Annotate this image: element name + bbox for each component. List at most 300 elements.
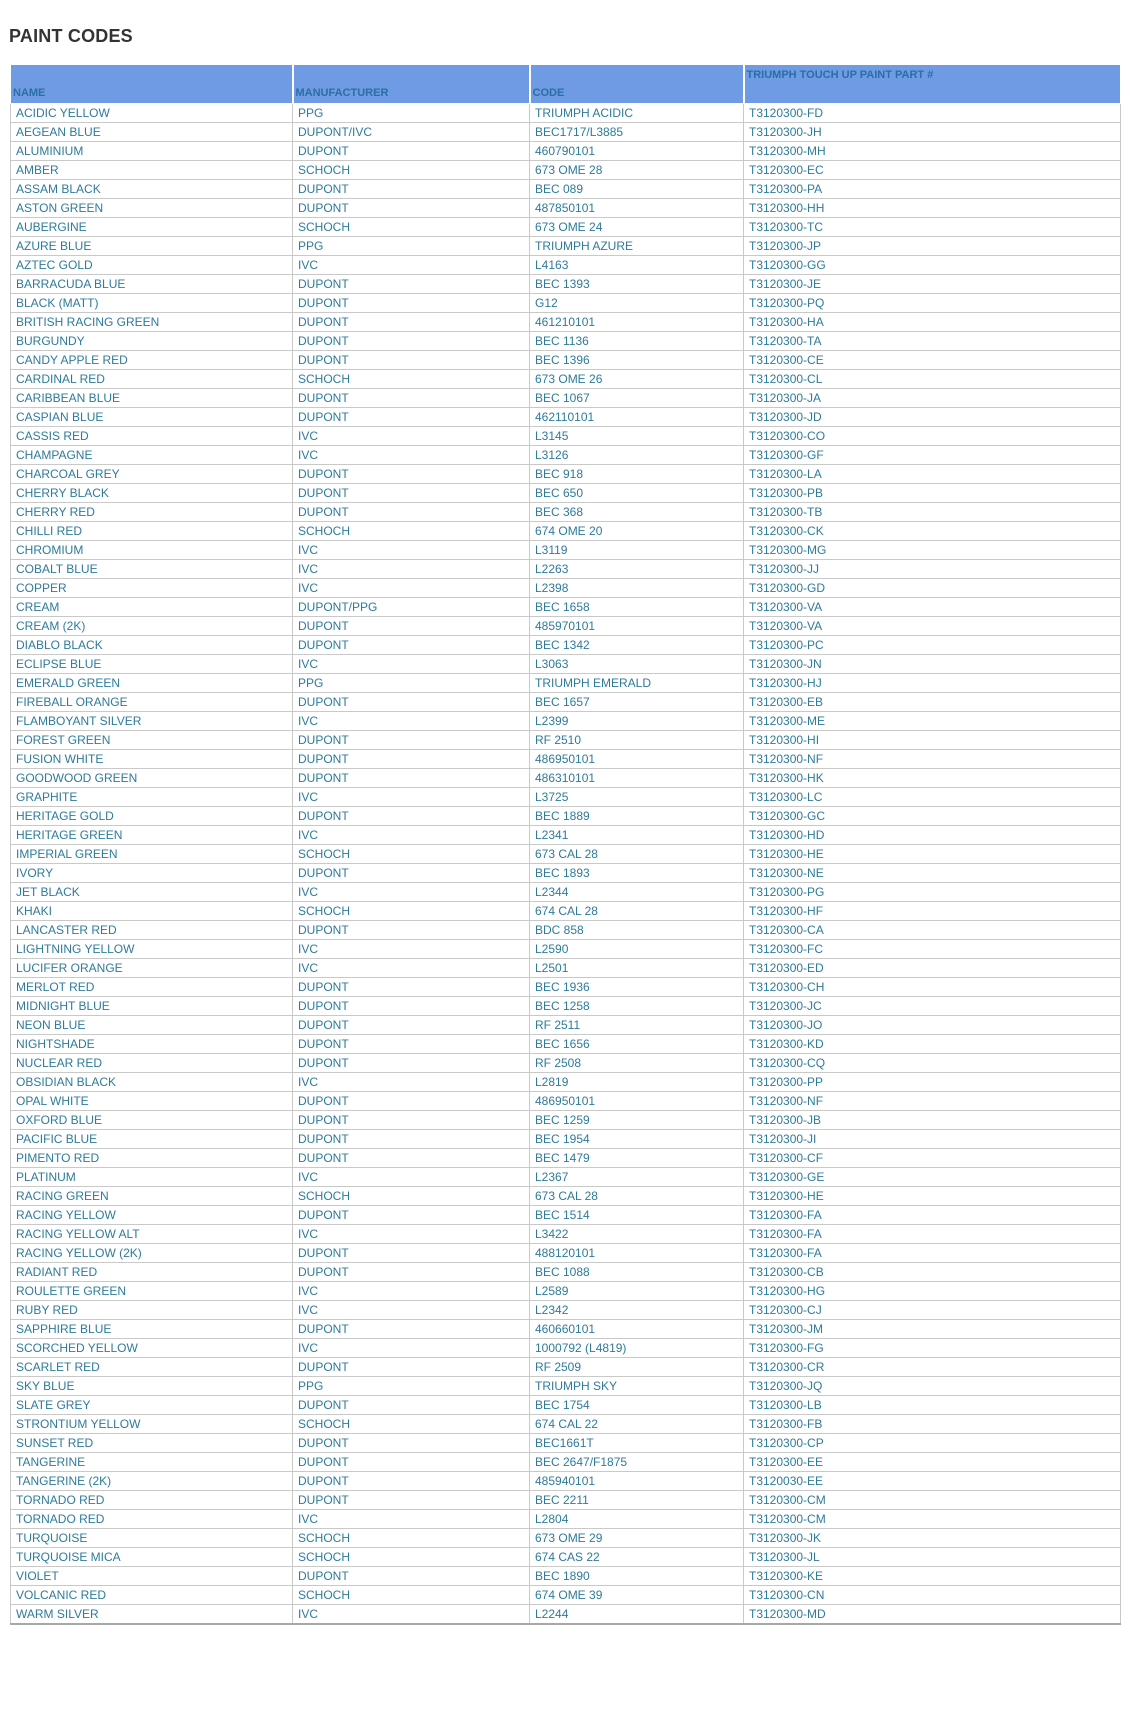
cell-manufacturer: SCHOCH	[293, 1548, 530, 1567]
cell-code: L2501	[530, 959, 744, 978]
cell-code: L2589	[530, 1282, 744, 1301]
table-row	[11, 370, 1121, 389]
cell-manufacturer: DUPONT	[293, 1111, 530, 1130]
cell-name: TORNADO RED	[11, 1491, 293, 1510]
cell-code: 673 OME 24	[530, 218, 744, 237]
cell-part-number: T3120300-LC	[744, 788, 1121, 807]
table-row	[11, 1529, 1121, 1548]
cell-manufacturer: DUPONT	[293, 313, 530, 332]
cell-manufacturer: DUPONT	[293, 503, 530, 522]
table-row	[11, 1073, 1121, 1092]
cell-code: RF 2508	[530, 1054, 744, 1073]
cell-name: OXFORD BLUE	[11, 1111, 293, 1130]
cell-name: BLACK (MATT)	[11, 294, 293, 313]
cell-name: TANGERINE	[11, 1453, 293, 1472]
cell-name: SKY BLUE	[11, 1377, 293, 1396]
cell-code: RF 2510	[530, 731, 744, 750]
cell-manufacturer: DUPONT	[293, 408, 530, 427]
table-row	[11, 1111, 1121, 1130]
cell-name: ASSAM BLACK	[11, 180, 293, 199]
cell-name: TORNADO RED	[11, 1510, 293, 1529]
cell-part-number: T3120300-FA	[744, 1225, 1121, 1244]
cell-manufacturer: SCHOCH	[293, 902, 530, 921]
cell-code: L2341	[530, 826, 744, 845]
table-row	[11, 1016, 1121, 1035]
cell-name: NEON BLUE	[11, 1016, 293, 1035]
table-row	[11, 408, 1121, 427]
table-row	[11, 921, 1121, 940]
cell-code: L2263	[530, 560, 744, 579]
cell-part-number: T3120300-TC	[744, 218, 1121, 237]
cell-code: BEC 1088	[530, 1263, 744, 1282]
table-row	[11, 636, 1121, 655]
cell-code: BDC 858	[530, 921, 744, 940]
cell-part-number: T3120300-CJ	[744, 1301, 1121, 1320]
cell-manufacturer: DUPONT	[293, 351, 530, 370]
cell-code: BEC 1889	[530, 807, 744, 826]
cell-manufacturer: DUPONT	[293, 465, 530, 484]
cell-manufacturer: DUPONT	[293, 1206, 530, 1225]
cell-part-number: T3120300-HA	[744, 313, 1121, 332]
cell-part-number: T3120300-JM	[744, 1320, 1121, 1339]
cell-manufacturer: DUPONT	[293, 1453, 530, 1472]
cell-name: AZTEC GOLD	[11, 256, 293, 275]
cell-manufacturer: IVC	[293, 1339, 530, 1358]
cell-manufacturer: IVC	[293, 1225, 530, 1244]
cell-name: PACIFIC BLUE	[11, 1130, 293, 1149]
cell-name: CANDY APPLE RED	[11, 351, 293, 370]
table-row	[11, 1168, 1121, 1187]
cell-code: BEC 1754	[530, 1396, 744, 1415]
cell-part-number: T3120300-PC	[744, 636, 1121, 655]
cell-name: VOLCANIC RED	[11, 1586, 293, 1605]
cell-name: MIDNIGHT BLUE	[11, 997, 293, 1016]
cell-manufacturer: IVC	[293, 1168, 530, 1187]
cell-manufacturer: DUPONT/IVC	[293, 123, 530, 142]
cell-manufacturer: SCHOCH	[293, 218, 530, 237]
cell-manufacturer: DUPONT	[293, 1035, 530, 1054]
cell-code: 674 CAL 22	[530, 1415, 744, 1434]
cell-name: LUCIFER ORANGE	[11, 959, 293, 978]
cell-manufacturer: DUPONT	[293, 636, 530, 655]
cell-name: SCARLET RED	[11, 1358, 293, 1377]
cell-part-number: T3120300-JN	[744, 655, 1121, 674]
cell-part-number: T3120300-EC	[744, 161, 1121, 180]
cell-part-number: T3120300-CK	[744, 522, 1121, 541]
cell-part-number: T3120300-JB	[744, 1111, 1121, 1130]
cell-manufacturer: IVC	[293, 256, 530, 275]
table-row	[11, 940, 1121, 959]
cell-manufacturer: IVC	[293, 712, 530, 731]
table-row	[11, 712, 1121, 731]
cell-code: 460790101	[530, 142, 744, 161]
cell-name: CREAM (2K)	[11, 617, 293, 636]
cell-code: BEC 1258	[530, 997, 744, 1016]
cell-part-number: T3120300-ED	[744, 959, 1121, 978]
cell-code: L3725	[530, 788, 744, 807]
table-row	[11, 313, 1121, 332]
cell-name: COPPER	[11, 579, 293, 598]
cell-code: L4163	[530, 256, 744, 275]
cell-code: 485970101	[530, 617, 744, 636]
cell-code: BEC 2211	[530, 1491, 744, 1510]
cell-manufacturer: DUPONT	[293, 1434, 530, 1453]
cell-part-number: T3120300-LA	[744, 465, 1121, 484]
cell-manufacturer: DUPONT	[293, 1320, 530, 1339]
cell-part-number: T3120300-JP	[744, 237, 1121, 256]
cell-manufacturer: DUPONT	[293, 997, 530, 1016]
cell-name: WARM SILVER	[11, 1605, 293, 1625]
table-row	[11, 1567, 1121, 1586]
cell-manufacturer: IVC	[293, 427, 530, 446]
cell-name: CREAM	[11, 598, 293, 617]
cell-part-number: T3120300-HG	[744, 1282, 1121, 1301]
cell-part-number: T3120300-NF	[744, 1092, 1121, 1111]
cell-name: AUBERGINE	[11, 218, 293, 237]
table-row	[11, 864, 1121, 883]
cell-code: TRIUMPH SKY	[530, 1377, 744, 1396]
cell-manufacturer: IVC	[293, 541, 530, 560]
cell-name: FUSION WHITE	[11, 750, 293, 769]
cell-name: CASSIS RED	[11, 427, 293, 446]
cell-part-number: T3120300-GG	[744, 256, 1121, 275]
cell-code: BEC 1136	[530, 332, 744, 351]
cell-part-number: T3120300-VA	[744, 617, 1121, 636]
table-row	[11, 294, 1121, 313]
cell-manufacturer: DUPONT	[293, 1263, 530, 1282]
cell-name: ECLIPSE BLUE	[11, 655, 293, 674]
cell-manufacturer: DUPONT	[293, 332, 530, 351]
cell-code: L2804	[530, 1510, 744, 1529]
cell-part-number: T3120300-CH	[744, 978, 1121, 997]
table-row	[11, 655, 1121, 674]
cell-code: BEC 1479	[530, 1149, 744, 1168]
cell-code: L3063	[530, 655, 744, 674]
cell-code: G12	[530, 294, 744, 313]
cell-code: BEC 918	[530, 465, 744, 484]
cell-part-number: T3120300-JD	[744, 408, 1121, 427]
table-row	[11, 826, 1121, 845]
cell-manufacturer: IVC	[293, 655, 530, 674]
table-row	[11, 1358, 1121, 1377]
cell-name: CARDINAL RED	[11, 370, 293, 389]
cell-manufacturer: IVC	[293, 788, 530, 807]
table-row	[11, 465, 1121, 484]
cell-manufacturer: DUPONT	[293, 1396, 530, 1415]
cell-manufacturer: DUPONT	[293, 1491, 530, 1510]
cell-code: BEC 1656	[530, 1035, 744, 1054]
cell-manufacturer: DUPONT	[293, 731, 530, 750]
column-header-part-number: TRIUMPH TOUCH UP PAINT PART #	[744, 65, 1121, 104]
cell-manufacturer: IVC	[293, 1282, 530, 1301]
cell-code: 462110101	[530, 408, 744, 427]
cell-code: BEC 1259	[530, 1111, 744, 1130]
cell-manufacturer: IVC	[293, 446, 530, 465]
table-row	[11, 351, 1121, 370]
cell-manufacturer: IVC	[293, 959, 530, 978]
cell-part-number: T3120300-PG	[744, 883, 1121, 902]
cell-name: LANCASTER RED	[11, 921, 293, 940]
cell-code: BEC 368	[530, 503, 744, 522]
cell-name: CASPIAN BLUE	[11, 408, 293, 427]
cell-code: 673 OME 26	[530, 370, 744, 389]
cell-name: OBSIDIAN BLACK	[11, 1073, 293, 1092]
cell-name: TURQUOISE MICA	[11, 1548, 293, 1567]
cell-name: IVORY	[11, 864, 293, 883]
table-row	[11, 199, 1121, 218]
cell-part-number: T3120300-HE	[744, 845, 1121, 864]
cell-name: PLATINUM	[11, 1168, 293, 1187]
cell-part-number: T3120300-EB	[744, 693, 1121, 712]
cell-name: FOREST GREEN	[11, 731, 293, 750]
cell-manufacturer: DUPONT	[293, 1016, 530, 1035]
cell-name: VIOLET	[11, 1567, 293, 1586]
table-row	[11, 503, 1121, 522]
cell-part-number: T3120300-CB	[744, 1263, 1121, 1282]
table-row	[11, 1605, 1121, 1625]
table-row	[11, 256, 1121, 275]
table-row	[11, 1396, 1121, 1415]
cell-manufacturer: IVC	[293, 883, 530, 902]
cell-code: L2367	[530, 1168, 744, 1187]
table-row	[11, 1092, 1121, 1111]
cell-code: BEC 1657	[530, 693, 744, 712]
cell-code: BEC 089	[530, 180, 744, 199]
table-row	[11, 1339, 1121, 1358]
table-row	[11, 180, 1121, 199]
cell-name: CHARCOAL GREY	[11, 465, 293, 484]
cell-name: FIREBALL ORANGE	[11, 693, 293, 712]
table-row	[11, 123, 1121, 142]
cell-name: ALUMINIUM	[11, 142, 293, 161]
cell-name: NIGHTSHADE	[11, 1035, 293, 1054]
cell-part-number: T3120300-GF	[744, 446, 1121, 465]
cell-name: FLAMBOYANT SILVER	[11, 712, 293, 731]
table-row	[11, 332, 1121, 351]
cell-manufacturer: DUPONT	[293, 921, 530, 940]
cell-part-number: T3120300-TB	[744, 503, 1121, 522]
table-row	[11, 769, 1121, 788]
table-row	[11, 978, 1121, 997]
cell-code: RF 2511	[530, 1016, 744, 1035]
table-row	[11, 674, 1121, 693]
table-row	[11, 389, 1121, 408]
cell-code: BEC 1514	[530, 1206, 744, 1225]
table-row	[11, 997, 1121, 1016]
cell-manufacturer: IVC	[293, 579, 530, 598]
table-row	[11, 845, 1121, 864]
cell-part-number: T3120300-GC	[744, 807, 1121, 826]
cell-part-number: T3120300-PP	[744, 1073, 1121, 1092]
cell-manufacturer: SCHOCH	[293, 845, 530, 864]
cell-part-number: T3120300-MG	[744, 541, 1121, 560]
cell-part-number: T3120300-TA	[744, 332, 1121, 351]
cell-manufacturer: DUPONT/PPG	[293, 598, 530, 617]
table-row	[11, 598, 1121, 617]
cell-manufacturer: DUPONT	[293, 978, 530, 997]
table-row	[11, 218, 1121, 237]
cell-part-number: T3120300-FC	[744, 940, 1121, 959]
cell-code: 673 CAL 28	[530, 845, 744, 864]
cell-manufacturer: SCHOCH	[293, 1586, 530, 1605]
cell-manufacturer: IVC	[293, 1510, 530, 1529]
cell-part-number: T3120300-PQ	[744, 294, 1121, 313]
cell-manufacturer: DUPONT	[293, 199, 530, 218]
cell-part-number: T3120300-NE	[744, 864, 1121, 883]
cell-part-number: T3120300-CM	[744, 1491, 1121, 1510]
page-title: PAINT CODES	[9, 26, 133, 46]
table-row	[11, 1225, 1121, 1244]
cell-part-number: T3120300-PA	[744, 180, 1121, 199]
cell-name: ACIDIC YELLOW	[11, 104, 293, 123]
cell-code: 673 CAL 28	[530, 1187, 744, 1206]
cell-name: LIGHTNING YELLOW	[11, 940, 293, 959]
cell-code: 487850101	[530, 199, 744, 218]
cell-name: IMPERIAL GREEN	[11, 845, 293, 864]
cell-name: CHERRY RED	[11, 503, 293, 522]
table-row	[11, 142, 1121, 161]
cell-name: AZURE BLUE	[11, 237, 293, 256]
cell-name: RACING YELLOW ALT	[11, 1225, 293, 1244]
cell-code: BEC 1893	[530, 864, 744, 883]
cell-name: SUNSET RED	[11, 1434, 293, 1453]
table-row	[11, 750, 1121, 769]
cell-code: BEC 650	[530, 484, 744, 503]
cell-manufacturer: DUPONT	[293, 1149, 530, 1168]
table-row	[11, 788, 1121, 807]
table-row	[11, 1586, 1121, 1605]
cell-name: BRITISH RACING GREEN	[11, 313, 293, 332]
cell-code: L3119	[530, 541, 744, 560]
cell-code: 461210101	[530, 313, 744, 332]
table-row	[11, 237, 1121, 256]
cell-code: L3126	[530, 446, 744, 465]
cell-part-number: T3120300-HK	[744, 769, 1121, 788]
table-row	[11, 1377, 1121, 1396]
cell-name: RACING YELLOW	[11, 1206, 293, 1225]
cell-part-number: T3120300-KD	[744, 1035, 1121, 1054]
cell-part-number: T3120300-JO	[744, 1016, 1121, 1035]
cell-code: BEC 1890	[530, 1567, 744, 1586]
cell-part-number: T3120300-PB	[744, 484, 1121, 503]
cell-part-number: T3120300-FB	[744, 1415, 1121, 1434]
table-row	[11, 1282, 1121, 1301]
cell-name: CHAMPAGNE	[11, 446, 293, 465]
table-row	[11, 579, 1121, 598]
cell-name: KHAKI	[11, 902, 293, 921]
cell-part-number: T3120300-VA	[744, 598, 1121, 617]
cell-part-number: T3120300-JH	[744, 123, 1121, 142]
cell-part-number: T3120300-CO	[744, 427, 1121, 446]
cell-manufacturer: PPG	[293, 674, 530, 693]
cell-manufacturer: DUPONT	[293, 1092, 530, 1111]
cell-name: AEGEAN BLUE	[11, 123, 293, 142]
cell-name: PIMENTO RED	[11, 1149, 293, 1168]
cell-manufacturer: IVC	[293, 826, 530, 845]
table-row	[11, 731, 1121, 750]
cell-part-number: T3120300-FA	[744, 1206, 1121, 1225]
cell-part-number: T3120300-KE	[744, 1567, 1121, 1586]
cell-part-number: T3120300-JI	[744, 1130, 1121, 1149]
cell-manufacturer: IVC	[293, 1301, 530, 1320]
cell-manufacturer: IVC	[293, 1605, 530, 1625]
cell-part-number: T3120300-GD	[744, 579, 1121, 598]
cell-name: JET BLACK	[11, 883, 293, 902]
cell-code: 486950101	[530, 1092, 744, 1111]
table-row	[11, 959, 1121, 978]
cell-name: CHROMIUM	[11, 541, 293, 560]
cell-code: L2398	[530, 579, 744, 598]
cell-part-number: T3120300-CQ	[744, 1054, 1121, 1073]
table-body	[11, 104, 1121, 1625]
cell-name: CHILLI RED	[11, 522, 293, 541]
cell-code: 673 OME 29	[530, 1529, 744, 1548]
cell-part-number: T3120300-JK	[744, 1529, 1121, 1548]
cell-name: DIABLO BLACK	[11, 636, 293, 655]
cell-manufacturer: PPG	[293, 237, 530, 256]
cell-manufacturer: DUPONT	[293, 142, 530, 161]
table-row	[11, 446, 1121, 465]
table-row	[11, 1491, 1121, 1510]
cell-code: TRIUMPH ACIDIC	[530, 104, 744, 123]
cell-code: 486950101	[530, 750, 744, 769]
cell-name: MERLOT RED	[11, 978, 293, 997]
cell-manufacturer: DUPONT	[293, 1244, 530, 1263]
cell-name: SAPPHIRE BLUE	[11, 1320, 293, 1339]
cell-part-number: T3120300-HD	[744, 826, 1121, 845]
cell-name: GRAPHITE	[11, 788, 293, 807]
cell-manufacturer: IVC	[293, 560, 530, 579]
cell-code: L2344	[530, 883, 744, 902]
header-row	[11, 65, 1121, 104]
cell-code: 488120101	[530, 1244, 744, 1263]
table-row	[11, 484, 1121, 503]
cell-part-number: T3120300-CP	[744, 1434, 1121, 1453]
cell-manufacturer: DUPONT	[293, 769, 530, 788]
cell-manufacturer: DUPONT	[293, 294, 530, 313]
table-row	[11, 1434, 1121, 1453]
table-row	[11, 1244, 1121, 1263]
cell-name: BURGUNDY	[11, 332, 293, 351]
cell-code: 485940101	[530, 1472, 744, 1491]
cell-manufacturer: IVC	[293, 1073, 530, 1092]
cell-manufacturer: PPG	[293, 104, 530, 123]
cell-part-number: T3120300-CL	[744, 370, 1121, 389]
table-row	[11, 902, 1121, 921]
cell-manufacturer: IVC	[293, 940, 530, 959]
cell-part-number: T3120300-NF	[744, 750, 1121, 769]
cell-part-number: T3120300-HI	[744, 731, 1121, 750]
table-row	[11, 1149, 1121, 1168]
table-row	[11, 617, 1121, 636]
cell-code: 1000792 (L4819)	[530, 1339, 744, 1358]
cell-code: RF 2509	[530, 1358, 744, 1377]
table-row	[11, 1187, 1121, 1206]
cell-manufacturer: SCHOCH	[293, 1415, 530, 1434]
cell-part-number: T3120300-HF	[744, 902, 1121, 921]
cell-code: 673 OME 28	[530, 161, 744, 180]
cell-name: EMERALD GREEN	[11, 674, 293, 693]
table-row	[11, 1453, 1121, 1472]
cell-manufacturer: DUPONT	[293, 1567, 530, 1586]
cell-code: BEC 1067	[530, 389, 744, 408]
table-row	[11, 427, 1121, 446]
table-row	[11, 275, 1121, 294]
cell-manufacturer: DUPONT	[293, 389, 530, 408]
column-header-name: NAME	[11, 65, 293, 104]
cell-name: RACING YELLOW (2K)	[11, 1244, 293, 1263]
cell-manufacturer: DUPONT	[293, 693, 530, 712]
